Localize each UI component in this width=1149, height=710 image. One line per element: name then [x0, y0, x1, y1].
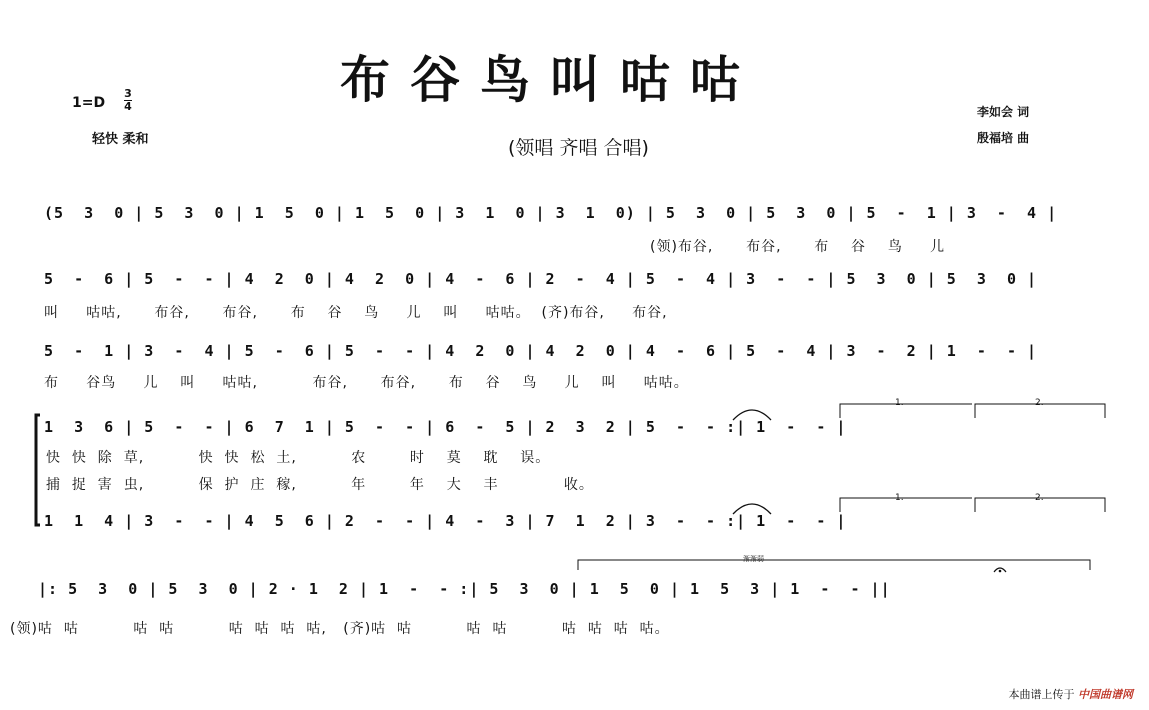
lyrics-line-2: 叫 咕咕, 布谷, 布谷, 布 谷 鸟 儿 叫 咕咕。 (齐)布谷, 布谷,: [44, 305, 668, 321]
score-line-4-lower: 1 1 4 | 3 - - | 4 5 6 | 2 - - | 4 - 3 | 7 1 2 | 3 - - :| 1 - - |: [44, 512, 847, 530]
key-signature: 1=D: [72, 95, 106, 111]
score-line-4-upper: 1 3 6 | 5 - - | 6 7 1 | 5 - - | 6 - 5 | 2 3 2 | 5 - - :| 1 - - |: [44, 418, 847, 436]
lyricist-credit: 李如会 词: [977, 105, 1030, 119]
score-line-2: 5 - 6 | 5 - - | 4 2 0 | 4 2 0 | 4 - 6 | 2 - 4 | 5 - 4 | 3 - - | 5 3 0 | 5 3 0 |: [44, 270, 1038, 288]
time-signature-bottom: 4: [124, 100, 132, 113]
dynamics-label: 渐渐弱: [743, 555, 764, 563]
volta-2b-label: 2.: [1035, 493, 1044, 503]
composer-credit: 殷福培 曲: [977, 131, 1030, 145]
song-subtitle: (领唱 齐唱 合唱): [508, 137, 649, 159]
lyrics-line-3: 布 谷鸟 儿 叫 咕咕, 布谷, 布谷, 布 谷 鸟 儿 叫 咕咕。: [44, 375, 689, 391]
time-signature: [124, 88, 132, 113]
score-line-1: (5 3 0 | 5 3 0 | 1 5 0 | 1 5 0 | 3 1 0 | 3 1 0) | 5 3 0 | 5 3 0 | 5 - 1 | 3 - 4 |: [44, 204, 1058, 222]
score-line-3: 5 - 1 | 3 - 4 | 5 - 6 | 5 - - | 4 2 0 | 4 2 0 | 4 - 6 | 5 - 4 | 3 - 2 | 1 - - |: [44, 342, 1038, 360]
volta-1b-label: 1.: [895, 493, 904, 503]
lyrics-line-5: (领)咕 咕 咕 咕 咕 咕 咕 咕, (齐)咕 咕 咕 咕 咕 咕 咕 咕。: [10, 621, 670, 637]
volta-1-label: 1.: [895, 398, 904, 408]
tempo-marking: 轻快 柔和: [92, 132, 149, 147]
song-title: 布谷鸟叫咕咕: [340, 50, 760, 109]
footer-credit: [1009, 686, 1134, 702]
lyrics-line-4-verse-1: 快 快 除 草, 快 快 松 土, 农 时 莫 耽 误。: [46, 450, 551, 466]
lyrics-line-4-verse-2: 捕 捉 害 虫, 保 护 庄 稼, 年 年 大 丰 收。: [46, 477, 594, 493]
footer-text: 本曲谱上传于: [1008, 688, 1075, 701]
volta-2-label: 2.: [1035, 398, 1044, 408]
site-logo: 中国曲谱网: [1078, 688, 1133, 701]
lyrics-line-1: (领)布谷, 布谷, 布 谷 鸟 儿: [650, 239, 946, 255]
score-line-5: |: 5 3 0 | 5 3 0 | 2 · 1 2 | 1 - - :| 5 3 0 | 1 5 0 | 1 5 3 | 1 - - ||: [38, 580, 891, 598]
time-signature-top: 3: [124, 87, 132, 100]
